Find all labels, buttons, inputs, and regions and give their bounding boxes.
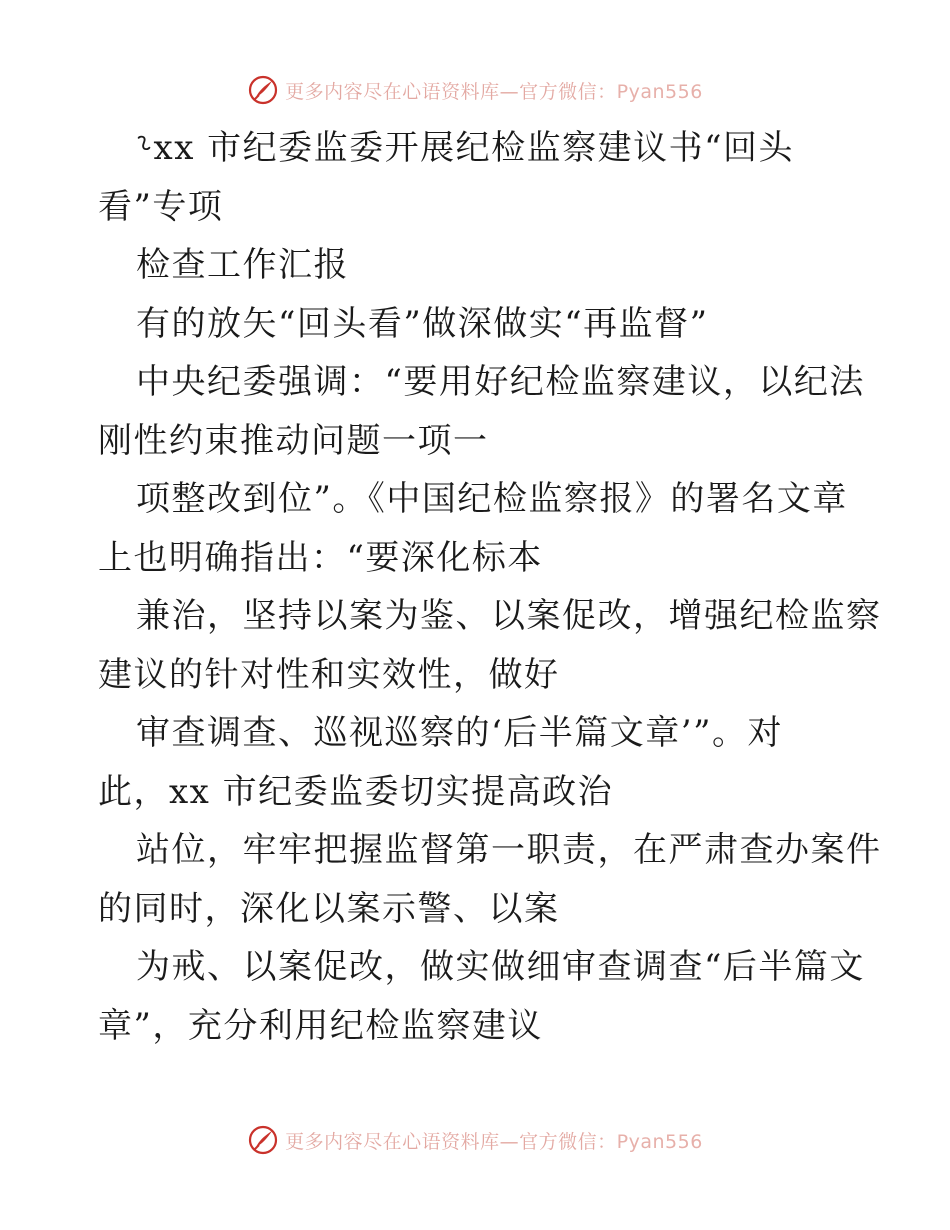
quill-logo-icon: [247, 1124, 279, 1156]
doc-line-12: 此，xx 市纪委监委切实提高政治: [98, 771, 614, 812]
doc-line-6: 刚性约束推动问题一项一: [98, 420, 489, 461]
swash-glyph-icon: ⸊: [136, 129, 154, 167]
footer-watermark-text: 更多内容尽在心语资料库—官方微信：: [285, 1130, 617, 1153]
header-watermark-id: Pyan556: [616, 80, 703, 103]
doc-line-14: 的同时，深化以案示警、以案: [98, 888, 560, 929]
quill-logo-icon: [247, 74, 279, 106]
header-watermark-text: 更多内容尽在心语资料库—官方微信：: [285, 80, 617, 103]
doc-line-8: 上也明确指出：“要深化标本: [98, 537, 543, 578]
doc-line-15: 为戒、以案促改，做实做细审查调查“后半篇文: [136, 947, 865, 987]
doc-line-2: 看”专项: [98, 186, 224, 227]
doc-line-5: 中央纪委强调：“要用好纪检监察建议，以纪法: [136, 362, 865, 402]
footer-watermark-id: Pyan556: [616, 1130, 703, 1153]
doc-line-3: 检查工作汇报: [136, 245, 349, 285]
doc-line-7: 项整改到位”。《中国纪检监察报》的署名文章: [136, 479, 848, 519]
doc-line-9: 兼治，坚持以案为鉴、以案促改，增强纪检监察: [136, 596, 882, 636]
document-body: [98, 119, 882, 1055]
doc-line-16: 章”，充分利用纪检监察建议: [98, 1005, 543, 1046]
doc-line-4: 有的放矢“回头看”做深做实“再监督”: [136, 303, 709, 344]
doc-line-1: ⸊xx 市纪委监委开展纪检监察建议书“回头: [136, 128, 795, 168]
doc-line-13: 站位，牢牢把握监督第一职责，在严肃查办案件: [136, 830, 882, 870]
doc-line-10: 建议的针对性和实效性，做好: [98, 654, 560, 695]
footer-watermark: [0, 1120, 950, 1160]
doc-line-11: 审查调查、巡视巡察的‘后半篇文章’”。对: [136, 713, 783, 753]
header-watermark: [0, 70, 950, 110]
